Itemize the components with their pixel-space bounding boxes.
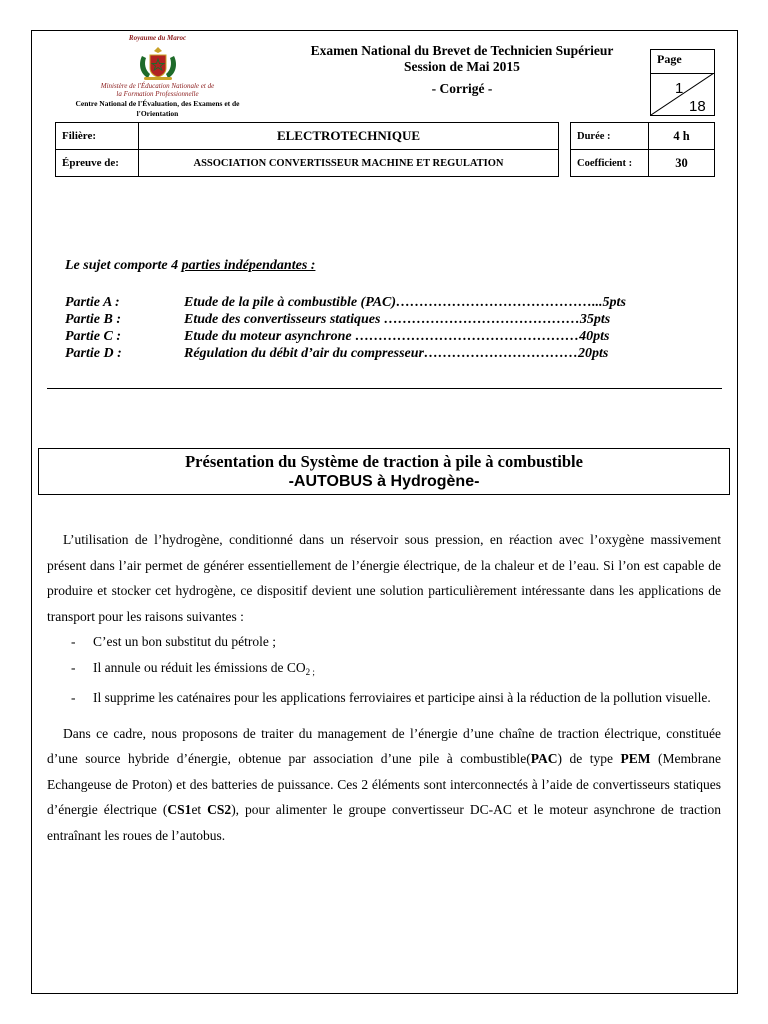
parts-intro [65,258,725,274]
parts-intro-prefix: Le sujet comporte 4 [65,258,182,273]
bullet-dash: - [71,634,76,649]
coef-label: Coefficient : [571,150,649,177]
duration-coef-table [570,122,715,177]
coat-of-arms-icon [136,44,180,82]
epreuve-label: Épreuve de: [56,150,139,177]
filiere-value: ELECTROTECHNIQUE [139,123,559,150]
context-paragraph [47,721,721,849]
part-name: Partie A : [65,295,120,310]
page-total: 18 [689,98,706,115]
bullet-text: Il supprime les caténaires pour les applications ferroviaires et participe ainsi à la réduction de la pollution visuelle. [93,690,711,705]
co2-subscript: 2 ; [305,666,315,677]
part-title: Etude des convertisseurs statiques ……………………………………35pts [184,312,611,327]
part-row [65,294,725,311]
filiere-label: Filière: [56,123,139,150]
presentation-subtitle: -AUTOBUS à Hydrogène- [288,473,480,490]
presentation-title: Présentation du Système de traction à pile à combustible [185,452,583,471]
bullet-dash: - [71,690,76,705]
exam-header [272,43,652,97]
parts-section [65,258,725,362]
duree-row [571,123,715,150]
cs1-term: CS1 [167,802,192,817]
subject-info-table [55,122,559,177]
part-row [65,328,725,345]
page-number-box [650,49,715,116]
part-title: Régulation du débit d’air du compresseur……………………………20pts [184,346,609,361]
advantages-list [47,629,721,711]
bullet-text: Il annule ou réduit les émissions de CO [93,659,306,675]
part-title: Etude du moteur asynchrone …………………………………………40pts [184,329,610,344]
text-run: Dans ce cadre, nous proposons de traiter du management de l’énergie d’une chaîne de traction électrique, constituée d’une source hybride d’énergie, obtenue par association d’une pile à combustible( [47,725,721,766]
part-title: Etude de la pile à combustible (PAC)……………………………………...5pts [184,295,626,310]
list-item [47,629,721,655]
kingdom-label: Royaume du Maroc [128,34,187,42]
presentation-body [47,527,721,848]
centre-line-1: Centre National de l'Évaluation, des Examens et de [75,99,240,108]
centre-line-2: l'Orientation [136,109,179,118]
epreuve-value: ASSOCIATION CONVERTISSEUR MACHINE ET REGULATION [139,150,559,177]
ministry-line-2: la Formation Professionnelle [116,90,199,98]
pem-term: PEM [620,751,651,766]
parts-intro-underlined: parties indépendantes : [181,258,316,273]
part-name: Partie B : [65,312,121,327]
intro-paragraph: L’utilisation de l’hydrogène, conditionné dans un réservoir sous pression, en réaction avec l’oxygène massivement présent dans l’air permet de générer essentiellement de l’énergie électrique, de la chaleur et de l’eau. Si l’on est capable de produire et stocker cet hydrogène, ce dispositif devient une solution particulièrement intéressante dans les applications de transport pour les raisons suivantes : [47,532,721,624]
text-run: ) de type [557,751,621,766]
page-label: Page [657,52,682,66]
part-row [65,345,725,362]
pac-term: PAC [530,751,558,766]
part-name: Partie D : [65,346,122,361]
list-item [47,685,721,711]
coef-value: 30 [649,150,715,177]
page-current: 1 [675,80,684,97]
paragraph-gap [47,711,721,721]
text-run: (Membrane Echangeuse de Proton) et des batteries de puissance. Ces 2 éléments sont interconnectés à l’aide de convertisseurs statiques d’énergie électrique ( [47,751,721,817]
part-name: Partie C : [65,329,121,344]
corrige-label: - Corrigé - [431,81,493,96]
coef-row [571,150,715,177]
duree-label: Durée : [571,123,649,150]
duree-value: 4 h [649,123,715,150]
ministry-line-1: Ministère de l'Éducation Nationale et de [100,82,215,90]
list-item [47,655,721,686]
bullet-dash: - [71,659,76,675]
cs2-term: CS2 [207,802,232,817]
section-divider [47,388,722,389]
filiere-row [56,123,559,150]
exam-session: Session de Mai 2015 [404,59,520,74]
ministry-logo-block [55,34,260,118]
epreuve-row [56,150,559,177]
part-row [65,311,725,328]
bullet-text: C’est un bon substitut du pétrole ; [93,634,276,649]
exam-title: Examen National du Brevet de Technicien Supérieur [310,43,614,58]
text-run: et [191,802,208,817]
text-run: ), pour alimenter le groupe convertisseur DC-AC et le moteur asynchrone de traction entraînant les roues de l’autobus. [47,802,721,843]
presentation-title-box [38,448,730,495]
